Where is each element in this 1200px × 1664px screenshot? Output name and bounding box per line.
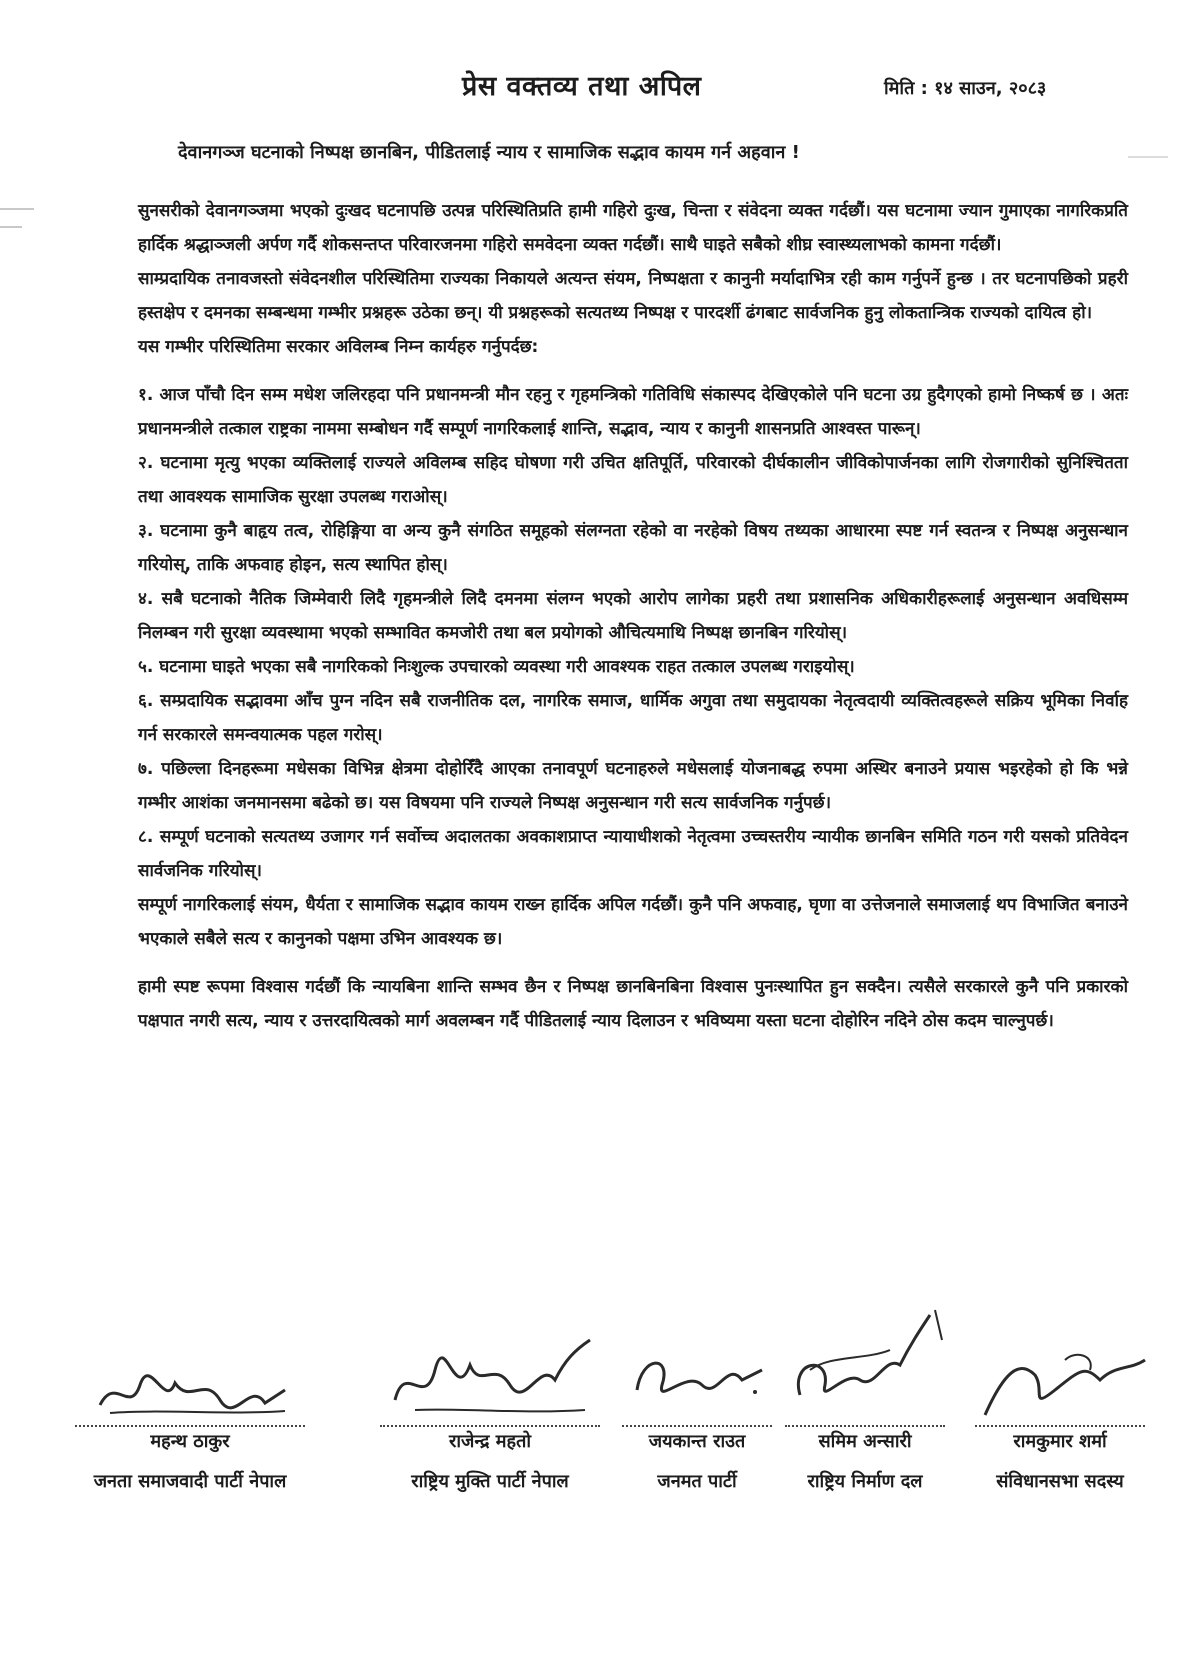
signatory-name: जयकान्त राउत [648,1431,746,1452]
document-subtitle: देवानगञ्ज घटनाको निष्पक्ष छानबिन, पीडितलाई न्याय र सामाजिक सद्भाव कायम गर्न अहवान ! [178,142,800,163]
signatory-party: राष्ट्रिय निर्माण दल [807,1471,923,1492]
signature-line [75,1425,305,1427]
scan-artifact [1128,156,1168,158]
signatory-block [612,1330,782,1493]
signature-line [785,1425,945,1427]
handwritten-signature [770,1300,960,1425]
signatory-block [960,1330,1160,1493]
scan-artifact [0,208,34,210]
demand-item: ७. पछिल्ला दिनहरूमा मधेसका विभिन्न क्षेत्रमा दोहोरिँदै आएका तनावपूर्ण घटनाहरुले मधेसलाई योजनाबद्ध रुपमा अस्थिर बनाउने प्रयास भइरहेको हो कि भन्ने गम्भीर आशंका जनमानसमा बढेको छ। यस विषयमा पनि राज्यले निष्पक्ष अनुसन्धान गरी सत्य सार्वजनिक गर्नुपर्छ। [138,759,1128,813]
signature-line [380,1425,600,1427]
handwritten-signature [80,1365,300,1425]
document-title: प्रेस वक्तव्य तथा अपिल [462,71,702,102]
signatory-party: जनता समाजवादी पार्टी नेपाल [93,1471,287,1492]
demand-item: ४. सबै घटनाको नैतिक जिम्मेवारी लिदै गृहमन्त्रीले लिदै दमनमा संलग्न भएको आरोप लागेका प्रहरी तथा प्रशासनिक अधिकारीहरूलाई अनुसन्धान अवधिसम्म निलम्बन गरी सुरक्षा व्यवस्थामा भएको सम्भावित कमजोरी तथा बल प्रयोगको औचित्यमाथि निष्पक्ष छानबिन गरियोस्। [138,589,1128,643]
handwritten-signature [375,1330,605,1425]
signature-line [622,1425,772,1427]
document-body [138,194,1128,1038]
scan-artifact [0,226,22,228]
demand-item: ८. सम्पूर्ण घटनाको सत्यतथ्य उजागर गर्न सर्वोच्च अदालतका अवकाशप्राप्त न्यायाधीशको नेतृत्वमा उच्चस्तरीय न्यायीक छानबिन समिति गठन गरी यसको प्रतिवेदन सार्वजनिक गरियोस्। [138,827,1128,881]
signatory-block [770,1300,960,1493]
demand-item: ६. सम्प्रदायिक सद्भावमा आँच पुग्न नदिन सबै राजनीतिक दल, नागरिक समाज, धार्मिक अगुवा तथा समुदायका नेतृत्वदायी व्यक्तित्वहरूले सक्रिय भूमिका निर्वाह गर्न सरकारले समन्वयात्मक पहल गरोस्। [138,691,1128,745]
demand-item: ३. घटनामा कुनै बाहृय तत्व, रोहिङ्गिया वा अन्य कुनै संगठित समूहको संलग्नता रहेको वा नरहेको विषय तथ्यका आधारमा स्पष्ट गर्न स्वतन्त्र र निष्पक्ष अनुसन्धान गरियोस्, ताकि अफवाह होइन, सत्य स्थापित होस्। [138,521,1128,575]
signatory-party: संविधानसभा सदस्य [996,1471,1124,1492]
handwritten-signature [617,1330,777,1425]
document-date: मिति : १४ साउन, २०८३ [884,78,1047,99]
signature-line [975,1425,1145,1427]
signatory-block [40,1365,340,1493]
signatory-name: समिम अन्सारी [818,1431,912,1452]
signatory-name: रामकुमार शर्मा [1013,1431,1107,1452]
intro-paragraph: सुनसरीको देवानगञ्जमा भएको दुःखद घटनापछि उत्पन्न परिस्थितिप्रति हामी गहिरो दुःख, चिन्ता र संवेदना व्यक्त गर्दछौं। यस घटनामा ज्यान गुमाएका नागरिकप्रति हार्दिक श्रद्धाञ्जली अर्पण गर्दै शोकसन्तप्त परिवारजनमा गहिरो समवेदना व्यक्त गर्दछौं। साथै घाइते सबैको शीघ्र स्वास्थ्यलाभको कामना गर्दछौं। [138,201,1128,255]
demand-item: २. घटनामा मृत्यु भएका व्यक्तिलाई राज्यले अविलम्ब सहिद घोषणा गरी उचित क्षतिपूर्ति, परिवारको दीर्घकालीन जीविकोपार्जनका लागि रोजगारीको सुनिश्चितता तथा आवश्यक सामाजिक सुरक्षा उपलब्ध गराओस्। [138,453,1128,507]
signatory-party: राष्ट्रिय मुक्ति पार्टी नेपाल [411,1471,569,1492]
closing-paragraph: हामी स्पष्ट रूपमा विश्वास गर्दछौं कि न्यायबिना शान्ति सम्भव छैन र निष्पक्ष छानबिनबिना विश्वास पुनःस्थापित हुन सक्दैन। त्यसैले सरकारले कुनै पनि प्रकारको पक्षपात नगरी सत्य, न्याय र उत्तरदायित्वको मार्ग अवलम्बन गर्दै पीडितलाई न्याय दिलाउन र भविष्यमा यस्ता घटना दोहोरिन नदिने ठोस कदम चाल्नुपर्छ। [138,977,1128,1031]
signatory-block [370,1330,610,1493]
handwritten-signature [965,1330,1155,1425]
demand-item: ५. घटनामा घाइते भएका सबै नागरिकको निःशुल्क उपचारको व्यवस्था गरी आवश्यक राहत तत्काल उपलब्ध गराइयोस्। [138,657,855,677]
intro-paragraph: यस गम्भीर परिस्थितिमा सरकार अविलम्ब निम्न कार्यहरु गर्नुपर्दछ: [138,337,539,357]
intro-paragraph: साम्प्रदायिक तनावजस्तो संवेदनशील परिस्थितिमा राज्यका निकायले अत्यन्त संयम, निष्पक्षता र कानुनी मर्यादाभित्र रही काम गर्नुपर्ने हुन्छ । तर घटनापछिको प्रहरी हस्तक्षेप र दमनका सम्बन्धमा गम्भीर प्रश्नहरू उठेका छन्। यी प्रश्नहरूको सत्यतथ्य निष्पक्ष र पारदर्शी ढंगबाट सार्वजनिक हुनु लोकतान्त्रिक राज्यको दायित्व हो। [138,269,1128,323]
signatory-party: जनमत पार्टी [657,1471,737,1492]
appeal-paragraph: सम्पूर्ण नागरिकलाई संयम, धैर्यता र सामाजिक सद्भाव कायम राख्न हार्दिक अपिल गर्दछौं। कुनै पनि अफवाह, घृणा वा उत्तेजनाले समाजलाई थप विभाजित बनाउने भएकाले सबैले सत्य र कानुनको पक्षमा उभिन आवश्यक छ। [138,895,1128,949]
demand-item: १. आज पाँचौ दिन सम्म मधेश जलिरहदा पनि प्रधानमन्त्री मौन रहनु र गृहमन्त्रिको गतिविधि संकास्पद देखिएकोले पनि घटना उग्र हुदैगएको हामो निष्कर्ष छ । अतः प्रधानमन्त्रीले तत्काल राष्ट्रका नाममा सम्बोधन गर्दै सम्पूर्ण नागरिकलाई शान्ति, सद्भाव, न्याय र कानुनी शासनप्रति आश्वस्त पारून्। [138,385,1128,439]
signatory-name: महन्थ ठाकुर [150,1431,230,1452]
signatory-name: राजेन्द्र महतो [448,1431,531,1452]
